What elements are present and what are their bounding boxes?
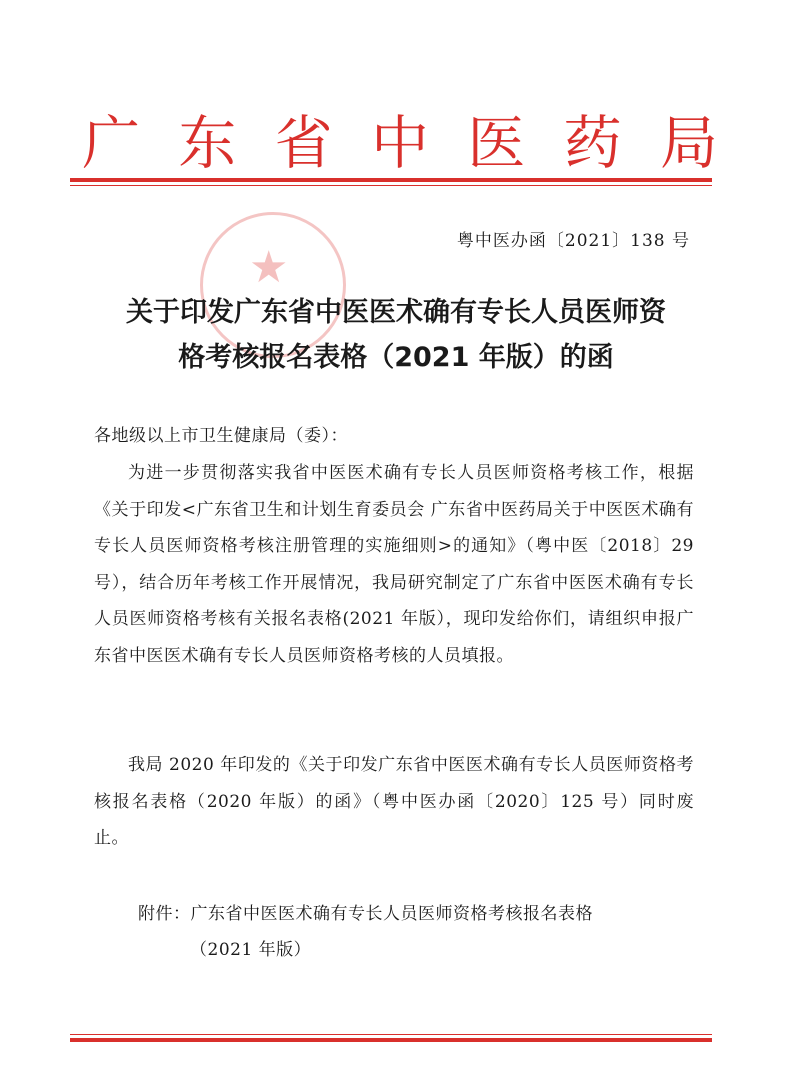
- issuer-char: 省: [274, 109, 333, 177]
- body-paragraph-2: 我局 2020 年印发的《关于印发广东省中医医术确有专长人员医师资格考核报名表格（2020 年版）的函》（粤中医办函〔2020〕125 号）同时废止。: [94, 755, 694, 848]
- issuer-char: 东: [178, 109, 237, 177]
- header-rule-thick: [70, 178, 712, 182]
- seal-star-icon: ★: [249, 242, 289, 293]
- body-paragraph-1: 为进一步贯彻落实我省中医医术确有专长人员医师资格考核工作，根据《关于印发<广东省卫生和计划生育委员会 广东省中医药局关于中医医术确有专长人员医师资格考核注册管理的实施细则>的通知》（粤中医〔2018〕29 号），结合历年考核工作开展情况，我局研究制定了广东省中医医术确有专长人员医师资格考核有关报名表格(2021 年版），现印发给你们，请组织申报广东省中医医术确有专长人员医师资格考核的人员填报。: [94, 463, 694, 666]
- document-title: [90, 290, 702, 380]
- document-number: 粤中医办函〔2021〕138 号: [456, 231, 690, 251]
- issuer-char: 局: [659, 109, 718, 177]
- attachment-line-1: 附件：广东省中医医术确有专长人员医师资格考核报名表格: [138, 904, 593, 924]
- issuer-char: 药: [563, 109, 622, 177]
- title-line-2: 格考核报名表格（2021 年版）的函: [178, 342, 614, 373]
- issuer-char: 中: [370, 109, 429, 177]
- attachment-note: [138, 896, 698, 968]
- issuer-header: [80, 108, 720, 178]
- attachment-line-2: （2021 年版）: [190, 940, 312, 960]
- footer-rule-thin: [70, 1034, 712, 1035]
- issuer-char: 医: [467, 109, 526, 177]
- footer-rule-thick: [70, 1038, 712, 1042]
- issuer-char: 广: [81, 109, 140, 177]
- title-line-1: 关于印发广东省中医医术确有专长人员医师资: [126, 297, 666, 328]
- header-rule-thin: [70, 185, 712, 186]
- salutation: 各地级以上市卫生健康局（委）：: [94, 426, 348, 446]
